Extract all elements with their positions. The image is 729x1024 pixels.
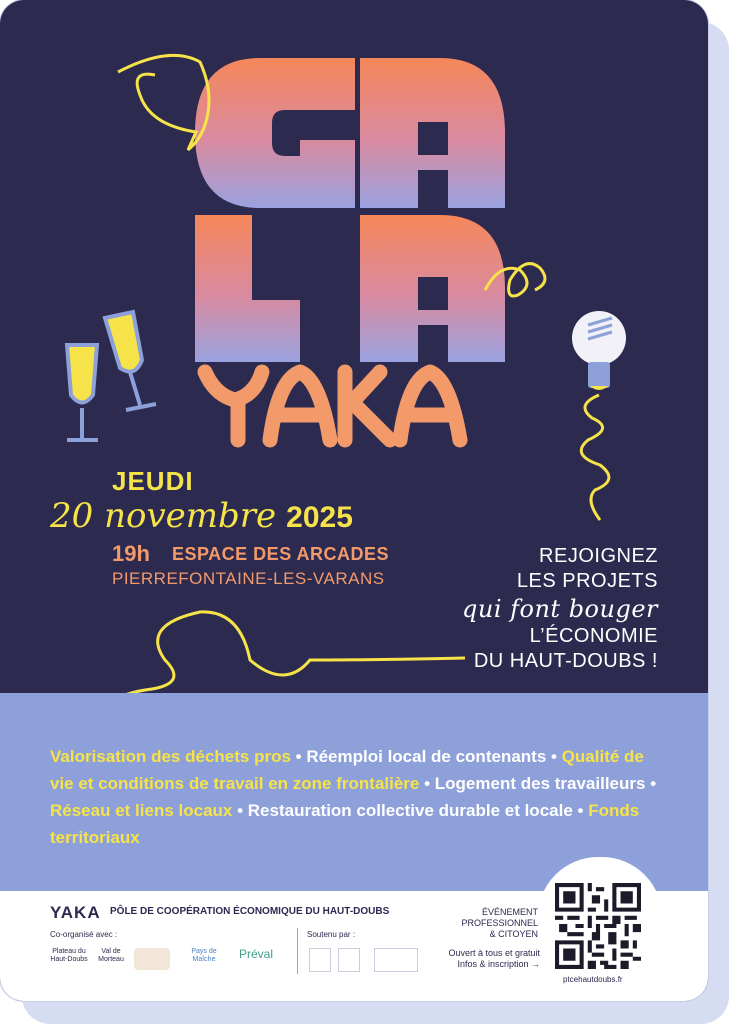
partner-logo-preval — [232, 947, 280, 961]
slogan-line-3: qui font bouger — [462, 595, 658, 623]
divider — [297, 928, 298, 974]
slogan-line-4: L’ÉCONOMIE — [529, 625, 658, 647]
open-info-line[interactable]: Infos & inscription → — [457, 959, 540, 969]
topic-separator: • — [232, 801, 248, 820]
open-info — [420, 948, 540, 970]
pole-title: PÔLE DE COOPÉRATION ÉCONOMIQUE DU HAUT-DOUBS — [110, 906, 390, 917]
event-year: 2025 — [286, 501, 353, 534]
slogan-line-2: LES PROJETS — [516, 570, 658, 592]
agence-logo — [338, 948, 360, 972]
slogan — [462, 544, 658, 674]
event-time: 19h — [112, 541, 150, 566]
partner-logo-plateau — [50, 948, 88, 964]
topic-separator: • — [419, 774, 435, 793]
event-town: PIERREFONTAINE-LES-VARANS — [112, 569, 385, 588]
partner-name: Plateau du Haut-Doubs — [50, 948, 88, 963]
ministere-logo — [374, 948, 418, 972]
partner-name: Préval — [238, 947, 273, 961]
coorganise-label: Co-organisé avec : — [50, 930, 118, 939]
topic-item: Qualité de vie et conditions de travail en zone frontalière — [50, 747, 644, 793]
qr-code-icon[interactable] — [555, 883, 641, 969]
slogan-line-5: DU HAUT-DOUBS ! — [473, 650, 658, 672]
topic-item: Valorisation des déchets pros — [50, 747, 291, 766]
event-date-text: 20 novembre — [50, 496, 277, 536]
partner-name: Val de Morteau — [98, 948, 124, 963]
topic-separator: • — [572, 801, 589, 820]
topics-list — [50, 743, 670, 851]
partner-name: Pays de Maîche — [191, 948, 217, 963]
topic-item: Logement des travailleurs — [434, 774, 646, 793]
open-info-line: Ouvert à tous et gratuit — [448, 948, 540, 958]
topic-separator: • — [290, 747, 307, 766]
website-link[interactable]: ptcehautdoubs.fr — [563, 975, 623, 984]
topic-item: Fonds territoriaux — [50, 801, 640, 847]
partner-logo-maiche — [180, 948, 228, 964]
topic-separator: • — [546, 747, 562, 766]
event-type-line: & CITOYEN — [489, 929, 538, 939]
topic-item: Restauration collective durable et locale — [247, 801, 573, 820]
partner-logo-illustration — [134, 948, 170, 970]
event-type — [430, 907, 538, 940]
soutenu-label: Soutenu par : — [307, 930, 356, 939]
slogan-line-1: REJOIGNEZ — [539, 545, 658, 567]
yaka-logo: YAKA — [50, 903, 101, 922]
republique-francaise-logo — [309, 948, 331, 972]
event-type-line: PROFESSIONNEL — [461, 918, 538, 928]
event-day: JEUDI — [112, 466, 194, 496]
topic-item: Réseau et liens locaux — [50, 801, 233, 820]
event-date — [50, 496, 353, 536]
partner-logo-val — [92, 948, 130, 964]
event-type-line: ÉVÉNEMENT — [481, 907, 538, 917]
topic-separator: • — [645, 774, 657, 793]
topic-item: Réemploi local de contenants — [306, 747, 547, 766]
event-venue: ESPACE DES ARCADES — [172, 544, 390, 564]
